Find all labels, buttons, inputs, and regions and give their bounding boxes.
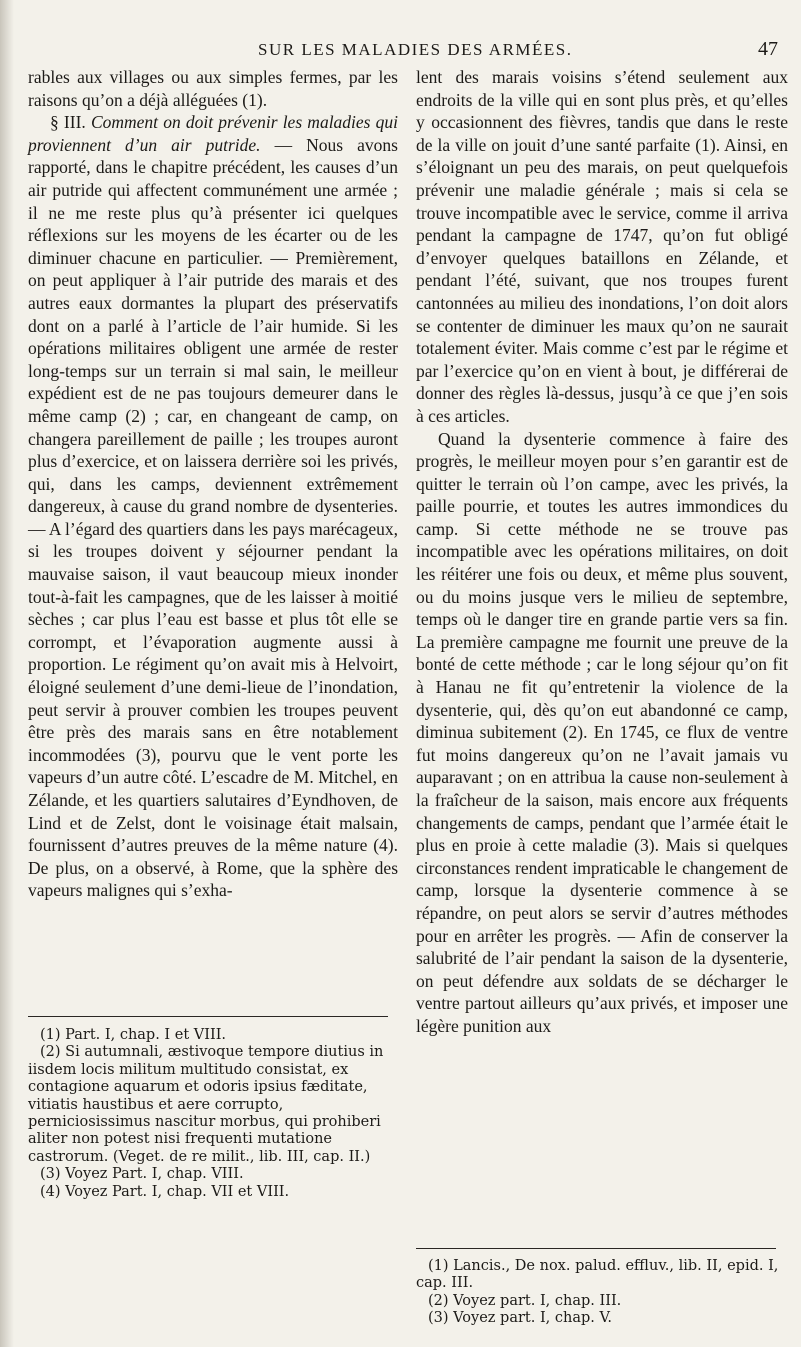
right-footnotes bbox=[416, 1258, 788, 1328]
right-footnote-rule bbox=[416, 1248, 776, 1249]
left-footnotes bbox=[28, 1027, 398, 1201]
left-column bbox=[28, 66, 398, 902]
section-body: — Nous avons rapporté, dans le chapitre précédent, les causes d’un air putride qui affectent communément une armée ; il ne me reste plus qu’à présenter ici quelques réflexions sur les moyens de les écarter ou de les diminuer chacune en particulier. — Premièrement, on peut appliquer à l’air putride des marais et des autres eaux dormantes la plupart des préservatifs dont on a parlé à l’article de l’air humide. Si les opérations militaires obligent une armée de rester long-temps sur un terrain si mal sain, le meilleur expédient est de ne pas toujours demeurer dans le même camp (2) ; car, en changeant de camp, on changera pareillement de paille ; les troupes auront plus d’exercice, et on laissera derrière soi les privés, qui, dans les camps, deviennent extrêmement dangereux, à cause du grand nombre de dysenteries. — A l’égard des quartiers dans les pays marécageux, si les troupes doivent y séjourner pendant la mauvaise saison, il vaut beaucoup mieux inonder tout-à-fait les campagnes, que de les laisser à moitié sèches ; car plus l’eau est basse et plus tôt elle se corrompt, et l’évaporation augmente aussi à proportion. Le régiment qu’on avait mis à Helvoirt, éloigné seulement d’une demi-lieue de l’inondation, peut servir à prouver combien les troupes peuvent être près des marais sans en être notablement incommodées (3), pourvu que le vent porte les vapeurs d’un autre côté. L’escadre de M. Mitchel, en Zélande, et les quartiers salutaires d’Eyndhoven, de Lind et de Zelst, dont le voisinage était malsain, fournissent d’autres preuves de la même nature (4). De plus, on a observé, à Rome, que la sphère des vapeurs malignes qui s’exha- bbox=[28, 134, 398, 901]
left-paragraph-2 bbox=[28, 111, 398, 902]
right-paragraph-2: Quand la dysenterie commence à faire des progrès, le meilleur moyen pour s’en garantir est de quitter le terrain où l’on campe, avec les privés, la paille pourrie, et toutes les autres immondices du camp. Si cette méthode ne se trouve pas incompatible avec les opérations militaires, on doit les réitérer une fois ou deux, et même plus souvent, ou du moins jusque vers le milieu de septembre, temps où le danger tire en grande partie vers sa fin. La première campagne me fournit une preuve de la bonté de cette méthode ; car le long séjour qu’on fit à Hanau ne fit qu’entretenir la violence de la dysenterie, qui, dès qu’on eut abandonné ce camp, diminua subitement (2). En 1745, ce flux de ventre fut moins dangereux qu’on ne l’avait jamais vu auparavant ; on en attribua la cause non-seulement à la fraîcheur de la saison, mais encore aux fréquents changements de camps, pendant que l’armée était le plus en proie à cette maladie (3). Mais si quelques circonstances rendent impraticable le changement de camp, lorsque la dysenterie commence à se répandre, on peut alors se servir d’autres méthodes pour en arrêter les progrès. — Afin de conserver la salubrité de l’air pendant la saison de la dysenterie, on peut défendre aux soldats de se décharger le ventre partout ailleurs qu’aux privés, et imposer une légère punition aux bbox=[416, 428, 788, 1036]
page-number: 47 bbox=[758, 38, 778, 60]
footnote: (2) Voyez part. I, chap. III. bbox=[428, 1292, 622, 1309]
left-footnote-rule bbox=[28, 1016, 388, 1017]
right-column bbox=[416, 66, 788, 1038]
footnote: (1) Part. I, chap. I et VIII. bbox=[40, 1027, 227, 1043]
right-paragraph-1: lent des marais voisins s’étend seulement aux endroits de la ville qui en sont plus près, et qu’elles y occasionnent des fièvres, tandis que dans le reste de la ville on jouit d’une santé parfaite (1). Ainsi, en s’éloignant un peu des marais, on peut quelquefois prévenir une maladie générale ; mais si cela se trouve incompatible avec le service, comme il arriva pendant la campagne de 1747, qu’on fut obligé d’envoyer quelques bataillons en Zélande, et pendant l’été, suivant, que nos troupes furent cantonnées au milieu des inondations, l’on doit alors se contenter de diminuer les maux qu’on ne saurait totalement éviter. Mais comme c’est par le régime et par l’exercice qu’on en vient à bout, je différerai de donner des règles là-dessus, jusqu’à ce que j’en sois à ces articles. bbox=[416, 67, 788, 426]
left-paragraph-1: rables aux villages ou aux simples fermes, par les raisons qu’on a déjà alléguées (1). bbox=[28, 67, 398, 110]
footnote: (3) Voyez part. I, chap. V. bbox=[428, 1310, 613, 1327]
section-title: Comment on doit prévenir les maladies qui proviennent d’un air putride. bbox=[28, 112, 399, 155]
binding-edge-shadow bbox=[0, 0, 14, 1347]
footnote: (3) Voyez Part. I, chap. VIII. bbox=[40, 1166, 244, 1183]
footnote: (2) Si autumnali, æstivoque tempore diutius in iisdem locis militum multitudo consistat, ex contagione aquarum et odoris ipsius fæditate, vitiatis haustibus et aere corrupto, perniciosissimus nascitur morbus, qui prohiberi aliter non potest nisi frequenti mutatione castrorum. (Veget. de re milit., lib. III, cap. II.) bbox=[28, 1044, 384, 1165]
running-head: SUR LES MALADIES DES ARMÉES. bbox=[258, 40, 573, 59]
footnote: (4) Voyez Part. I, chap. VII et VIII. bbox=[40, 1183, 290, 1200]
footnote: (1) Lancis., De nox. palud. effluv., lib. II, epid. I, cap. III. bbox=[416, 1258, 779, 1292]
section-mark: § III. bbox=[50, 112, 86, 133]
